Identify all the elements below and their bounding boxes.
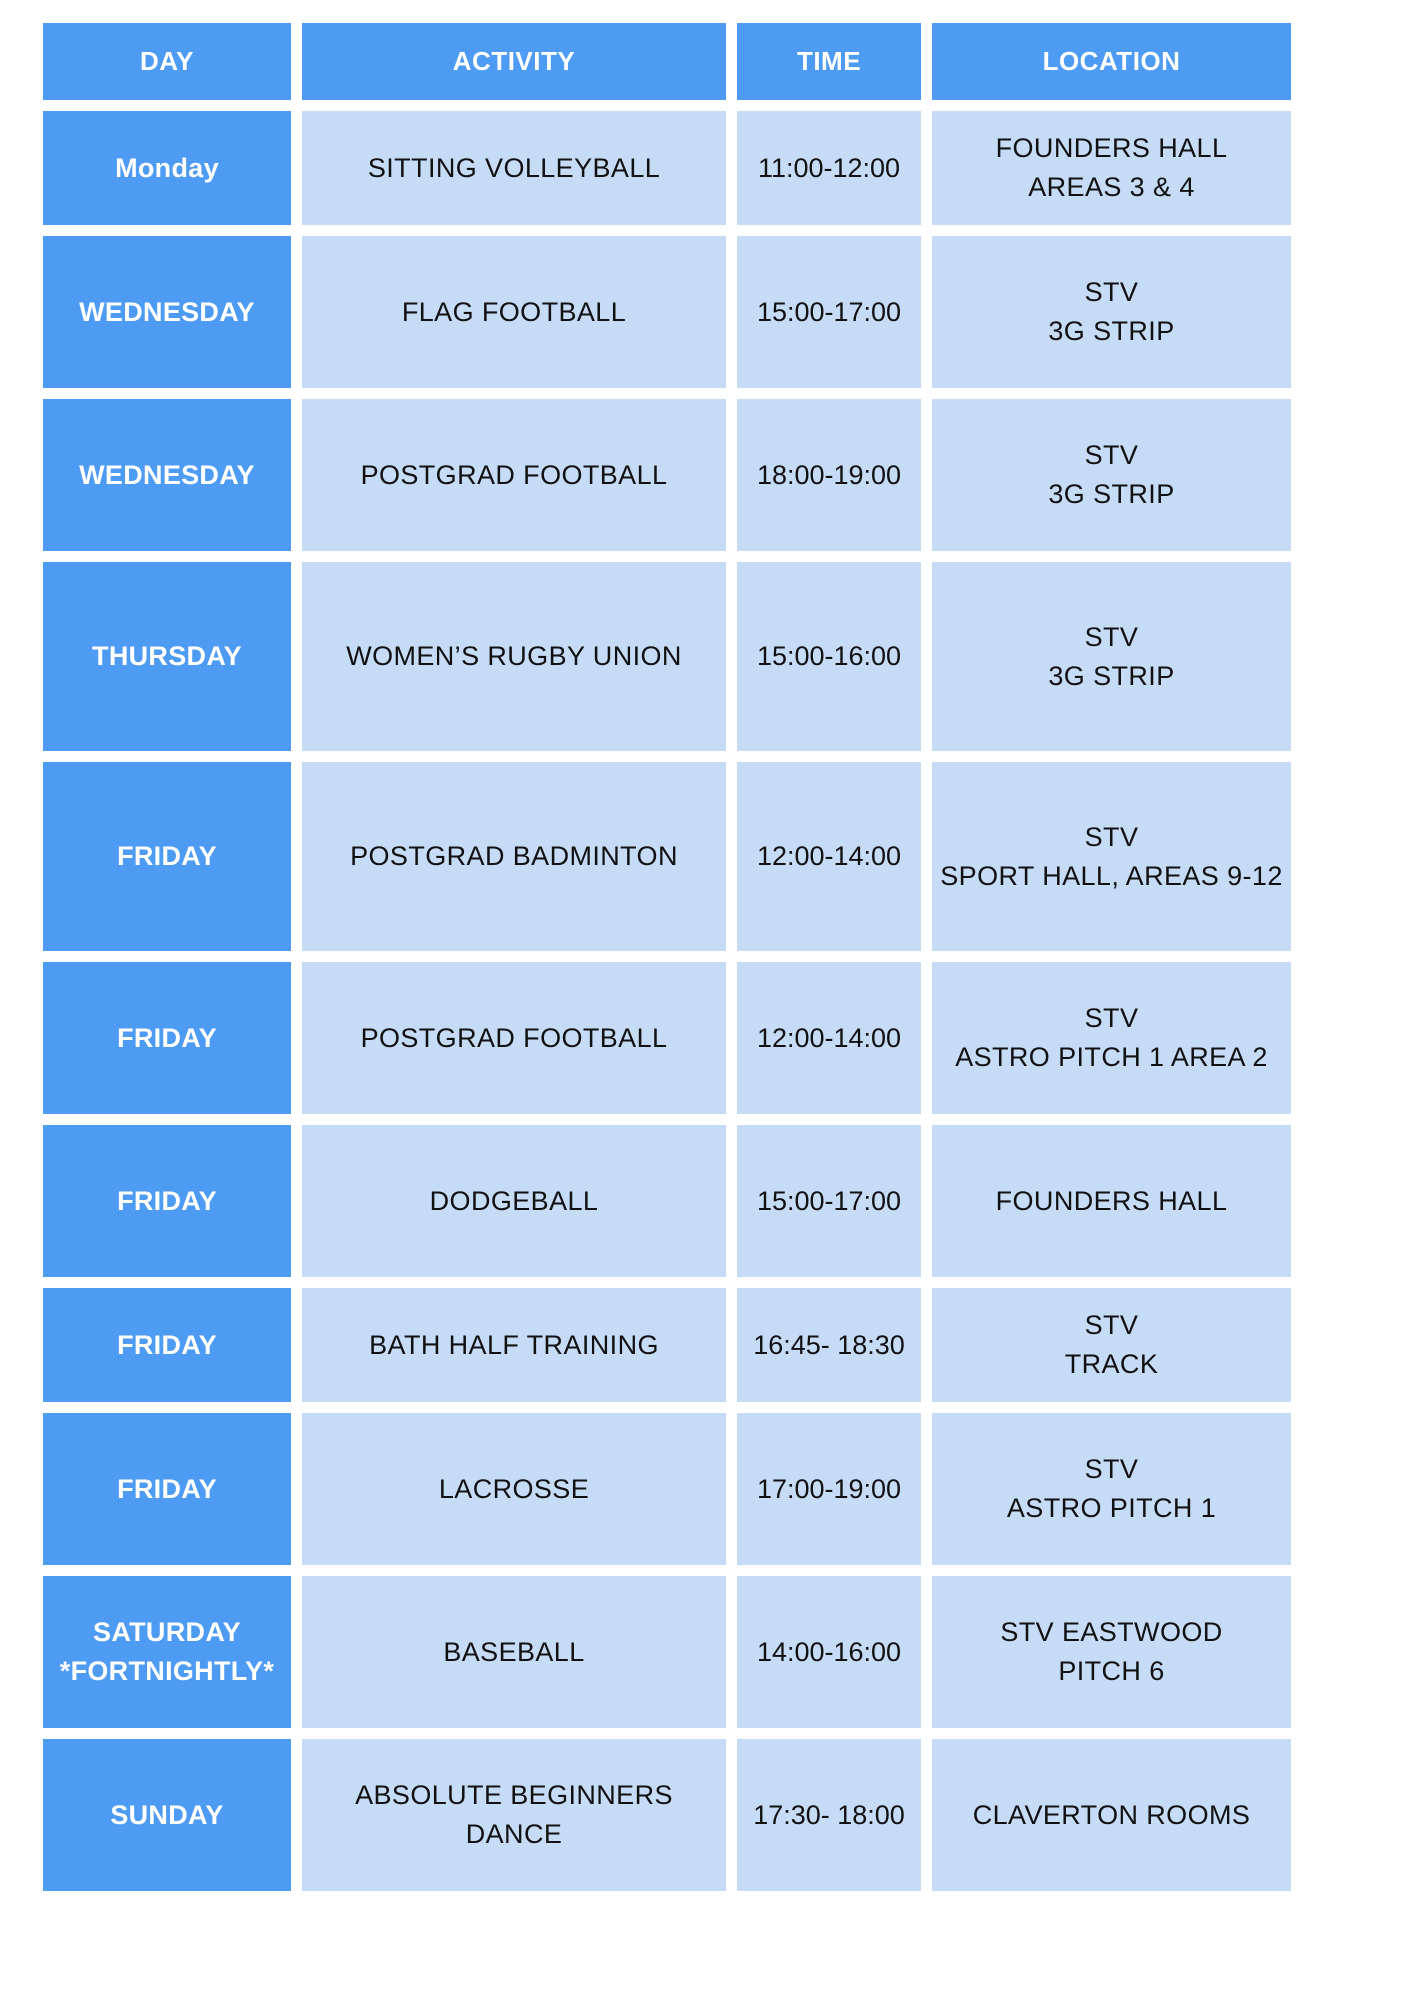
day-cell: FRIDAY <box>43 1413 291 1565</box>
header-location: LOCATION <box>932 23 1291 100</box>
location-cell: STV EASTWOOD PITCH 6 <box>932 1576 1291 1728</box>
location-cell: STV ASTRO PITCH 1 AREA 2 <box>932 962 1291 1114</box>
day-cell: FRIDAY <box>43 762 291 951</box>
time-cell: 11:00-12:00 <box>737 111 921 225</box>
day-cell: FRIDAY <box>43 962 291 1114</box>
location-cell: STV TRACK <box>932 1288 1291 1402</box>
day-cell: Monday <box>43 111 291 225</box>
day-cell: FRIDAY <box>43 1125 291 1277</box>
header-time: TIME <box>737 23 921 100</box>
activity-cell: POSTGRAD FOOTBALL <box>302 399 726 551</box>
activity-cell: WOMEN’S RUGBY UNION <box>302 562 726 751</box>
time-cell: 15:00-17:00 <box>737 1125 921 1277</box>
activity-cell: BATH HALF TRAINING <box>302 1288 726 1402</box>
header-activity: ACTIVITY <box>302 23 726 100</box>
activity-cell: FLAG FOOTBALL <box>302 236 726 388</box>
activity-cell: POSTGRAD FOOTBALL <box>302 962 726 1114</box>
day-cell: WEDNESDAY <box>43 236 291 388</box>
day-cell: SUNDAY <box>43 1739 291 1891</box>
time-cell: 12:00-14:00 <box>737 762 921 951</box>
location-cell: FOUNDERS HALL <box>932 1125 1291 1277</box>
time-cell: 17:00-19:00 <box>737 1413 921 1565</box>
time-cell: 14:00-16:00 <box>737 1576 921 1728</box>
location-cell: STV 3G STRIP <box>932 236 1291 388</box>
location-cell: STV ASTRO PITCH 1 <box>932 1413 1291 1565</box>
schedule-table <box>43 23 1290 1902</box>
location-cell: STV 3G STRIP <box>932 562 1291 751</box>
activity-cell: SITTING VOLLEYBALL <box>302 111 726 225</box>
time-cell: 17:30- 18:00 <box>737 1739 921 1891</box>
location-cell: CLAVERTON ROOMS <box>932 1739 1291 1891</box>
day-cell: FRIDAY <box>43 1288 291 1402</box>
time-cell: 18:00-19:00 <box>737 399 921 551</box>
day-cell: THURSDAY <box>43 562 291 751</box>
time-cell: 12:00-14:00 <box>737 962 921 1114</box>
activity-cell: ABSOLUTE BEGINNERS DANCE <box>302 1739 726 1891</box>
activity-cell: POSTGRAD BADMINTON <box>302 762 726 951</box>
time-cell: 15:00-17:00 <box>737 236 921 388</box>
activity-cell: DODGEBALL <box>302 1125 726 1277</box>
activity-cell: BASEBALL <box>302 1576 726 1728</box>
time-cell: 16:45- 18:30 <box>737 1288 921 1402</box>
time-cell: 15:00-16:00 <box>737 562 921 751</box>
day-cell: SATURDAY *FORTNIGHTLY* <box>43 1576 291 1728</box>
day-cell: WEDNESDAY <box>43 399 291 551</box>
activity-cell: LACROSSE <box>302 1413 726 1565</box>
location-cell: STV 3G STRIP <box>932 399 1291 551</box>
location-cell: FOUNDERS HALL AREAS 3 & 4 <box>932 111 1291 225</box>
location-cell: STV SPORT HALL, AREAS 9-12 <box>932 762 1291 951</box>
header-day: DAY <box>43 23 291 100</box>
